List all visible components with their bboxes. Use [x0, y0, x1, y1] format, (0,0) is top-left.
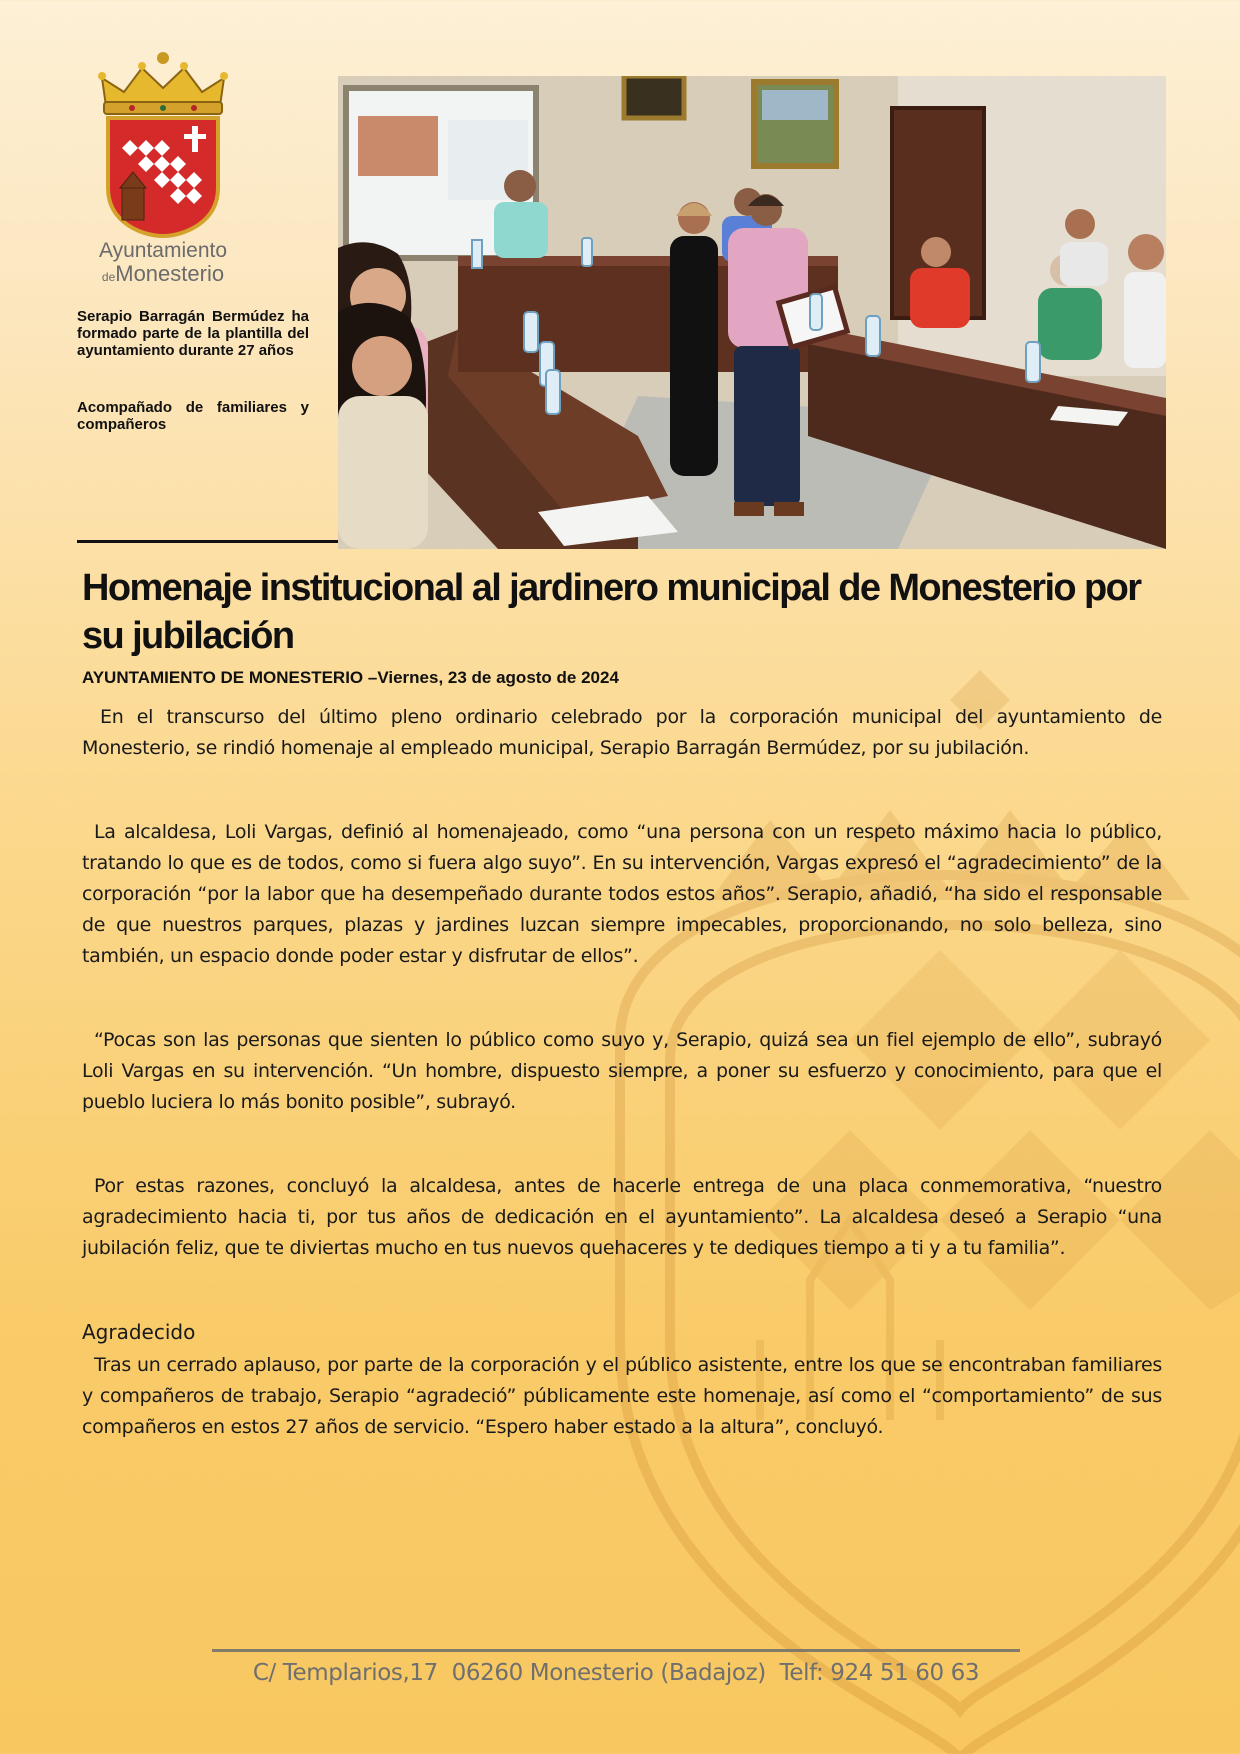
left-divider: [77, 540, 339, 543]
paragraph-1: En el transcurso del último pleno ordinario celebrado por la corporación municipal del ayuntamiento de Monesterio, se rindió homenaje al empleado municipal, Serapio Barragán Bermúdez, por su jubilación.: [82, 706, 1162, 759]
ceremony-photo-icon: [338, 76, 1166, 549]
subheading-agradecido: Agradecido: [82, 1320, 196, 1344]
paragraph-4: Por estas razones, concluyó la alcaldesa, antes de hacerle entrega de una placa conmemorativa, “nuestro agradecimiento hacia ti, por tus años de dedicación en el ayuntamiento”. La alcaldesa deseó a Serapio “una jubilación feliz, que te diviertas mucho en tus nuevos quehaceres y te dediques tiempo a ti y a tu familia”.: [82, 1175, 1162, 1259]
article-dateline: AYUNTAMIENTO DE MONESTERIO –Viernes, 23 de agosto de 2024: [82, 668, 619, 687]
caption-accompanied: Acompañado de familiares y compañeros: [77, 399, 309, 433]
footer-divider: [212, 1649, 1020, 1652]
paragraph-3: “Pocas son las personas que sienten lo público como suyo y, Serapio, quizá sea un fiel ejemplo de ello”, subrayó Loli Vargas en su intervención. “Un hombre, dispuesto siempre, a poner su esfuerzo y conocimiento, para que el pueblo luciera lo más bonito posible”, subrayó.: [82, 1029, 1162, 1113]
logo-text: [88, 240, 238, 285]
caption-employee: Serapio Barragán Bermúdez ha formado parte de la plantilla del ayuntamiento durante 27 años: [77, 308, 309, 359]
logo-line-1: Ayuntamiento: [98, 239, 228, 262]
photo-captions: [77, 308, 309, 433]
paragraph-2: La alcaldesa, Loli Vargas, definió al homenajeado, como “una persona con un respeto máximo hacia lo público, tratando lo que es de todos, como si fuera algo suyo”. En su intervención, Vargas expresó el “agradecimiento” de la corporación “por la labor que ha desempeñado durante todos estos años”. Serapio, añadió, “ha sido el responsable de que nuestros parques, plazas y jardines luzcan siempre impecables, proporcionando, no solo belleza, sino también, un espacio donde poder estar y disfrutar de ellos”.: [82, 821, 1162, 967]
paragraph-closing: Tras un cerrado aplauso, por parte de la corporación y el público asistente, entre los que se encontraban familiares y compañeros de trabajo, Serapio “agradeció” públicamente este homenaje, así como el “comportamiento” de sus compañeros en estos 27 años de servicio. “Espero haber estado a la altura”, concluyó.: [82, 1354, 1162, 1438]
coat-of-arms-icon: [88, 48, 238, 238]
footer-address: C/ Templarios,17 06260 Monesterio (Badajoz) Telf: 924 51 60 63: [252, 1660, 980, 1686]
logo-line-2: deMonesterio: [101, 261, 225, 287]
municipal-logo: [88, 48, 238, 288]
article-title: Homenaje institucional al jardinero municipal de Monesterio por su jubilación: [82, 567, 1141, 657]
ceremony-photo: [338, 76, 1166, 549]
article-body: [82, 702, 1162, 1443]
